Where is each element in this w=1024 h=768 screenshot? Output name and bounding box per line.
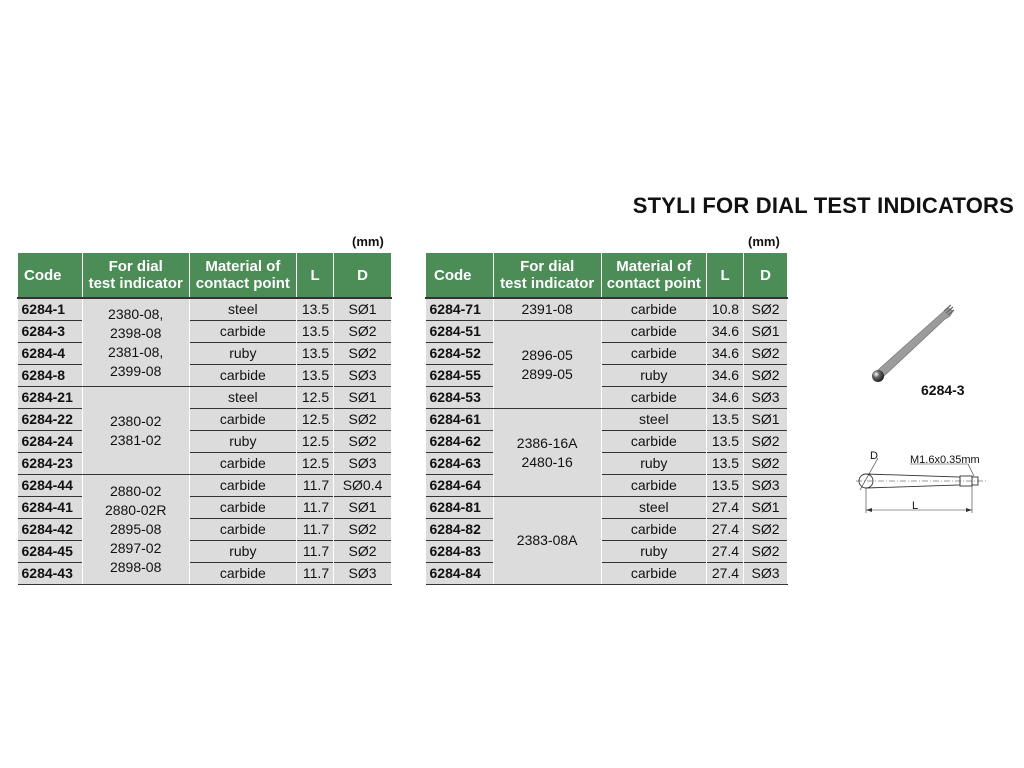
header-indicator: For dial test indicator (82, 253, 189, 299)
table-row (426, 387, 788, 409)
cell-code: 6284-23 (18, 453, 83, 475)
table-row (426, 475, 788, 497)
cell-material: ruby (189, 541, 297, 563)
cell-l: 11.7 (297, 519, 334, 541)
cell-material: ruby (189, 343, 297, 365)
cell-code: 6284-64 (426, 475, 494, 497)
table-row (426, 431, 788, 453)
cell-code: 6284-4 (18, 343, 83, 365)
cell-code: 6284-83 (426, 541, 494, 563)
cell-code: 6284-62 (426, 431, 494, 453)
cell-material: steel (189, 387, 297, 409)
cell-code: 6284-1 (18, 298, 83, 321)
cell-l: 27.4 (707, 563, 744, 585)
table-row (18, 387, 392, 409)
cell-l: 12.5 (297, 431, 334, 453)
table-row (18, 563, 392, 585)
table-row (18, 365, 392, 387)
cell-l: 11.7 (297, 563, 334, 585)
diameter-dimension-label: D (870, 450, 878, 462)
cell-code: 6284-8 (18, 365, 83, 387)
cell-material: ruby (601, 541, 707, 563)
indicator-model: 2880-02R (104, 502, 167, 518)
indicator-model: 2381-02 (109, 431, 162, 448)
cell-material: carbide (601, 563, 707, 585)
cell-material: carbide (601, 321, 707, 343)
indicator-model: 2383-08A (516, 532, 578, 548)
indicator-model: 2380-02 (109, 412, 162, 429)
cell-d: SØ2 (744, 541, 788, 563)
table-row (18, 541, 392, 563)
unit-label-right: (mm) (748, 234, 780, 249)
indicator-model: 2898-08 (109, 559, 162, 575)
cell-code: 6284-71 (426, 298, 494, 321)
table-row (18, 321, 392, 343)
cell-code: 6284-24 (18, 431, 83, 453)
cell-material: steel (189, 298, 297, 321)
cell-material: carbide (189, 497, 297, 519)
cell-l: 13.5 (707, 431, 744, 453)
table-row (426, 453, 788, 475)
table-row (426, 563, 788, 585)
cell-material: steel (601, 409, 707, 431)
cell-d: SØ1 (334, 497, 392, 519)
cell-l: 12.5 (297, 387, 334, 409)
table-row (18, 431, 392, 453)
cell-l: 10.8 (707, 298, 744, 321)
table-row (426, 343, 788, 365)
header-material: Material of contact point (189, 253, 297, 299)
length-dimension-label: L (912, 500, 919, 512)
cell-l: 13.5 (297, 298, 334, 321)
left-table-body (18, 298, 392, 585)
cell-l: 13.5 (297, 343, 334, 365)
header-d: D (334, 253, 392, 299)
cell-code: 6284-51 (426, 321, 494, 343)
cell-d: SØ1 (744, 409, 788, 431)
table-row (426, 519, 788, 541)
indicator-model: 2391-08 (521, 301, 573, 317)
cell-d: SØ2 (744, 431, 788, 453)
thread-dimension-label: M1.6x0.35mm (910, 454, 980, 466)
cell-indicator (493, 409, 601, 497)
cell-l: 13.5 (297, 365, 334, 387)
left-spec-table (17, 252, 392, 585)
cell-code: 6284-55 (426, 365, 494, 387)
cell-code: 6284-3 (18, 321, 83, 343)
header-material: Material of contact point (601, 253, 707, 299)
header-code: Code (426, 253, 494, 299)
cell-material: ruby (601, 365, 707, 387)
cell-material: steel (601, 497, 707, 519)
page-title: STYLI FOR DIAL TEST INDICATORS (632, 193, 1014, 218)
cell-d: SØ0.4 (334, 475, 392, 497)
cell-d: SØ3 (744, 475, 788, 497)
indicator-model: 2386-16A (516, 434, 578, 451)
cell-d: SØ1 (334, 387, 392, 409)
cell-indicator (82, 298, 189, 387)
cell-material: carbide (189, 453, 297, 475)
header-l: L (707, 253, 744, 299)
table-row (18, 453, 392, 475)
indicator-model: 2899-05 (521, 365, 573, 382)
cell-d: SØ2 (744, 298, 788, 321)
cell-code: 6284-61 (426, 409, 494, 431)
cell-l: 11.7 (297, 497, 334, 519)
table-row (18, 497, 392, 519)
cell-material: carbide (189, 321, 297, 343)
cell-l: 34.6 (707, 365, 744, 387)
table-header-row (18, 253, 392, 299)
cell-indicator (493, 321, 601, 409)
cell-indicator (82, 387, 189, 475)
indicator-model: 2399-08 (109, 362, 162, 379)
cell-l: 12.5 (297, 409, 334, 431)
table-header-row (426, 253, 788, 299)
table-row (426, 409, 788, 431)
cell-material: carbide (189, 563, 297, 585)
indicator-model: 2480-16 (521, 453, 573, 470)
header-d: D (744, 253, 788, 299)
cell-d: SØ2 (334, 409, 392, 431)
cell-material: carbide (601, 387, 707, 409)
table-row (18, 343, 392, 365)
cell-material: carbide (601, 475, 707, 497)
cell-material: carbide (189, 409, 297, 431)
cell-d: SØ2 (744, 453, 788, 475)
table-row (18, 519, 392, 541)
table-row (426, 497, 788, 519)
cell-l: 13.5 (707, 453, 744, 475)
cell-d: SØ2 (334, 541, 392, 563)
cell-l: 13.5 (707, 475, 744, 497)
cell-code: 6284-21 (18, 387, 83, 409)
cell-d: SØ1 (744, 321, 788, 343)
cell-material: carbide (601, 343, 707, 365)
stylus-product-label: 6284-3 (921, 382, 965, 398)
cell-code: 6284-63 (426, 453, 494, 475)
table-row (18, 298, 392, 321)
cell-l: 27.4 (707, 541, 744, 563)
stylus-illustration (860, 296, 960, 386)
cell-l: 12.5 (297, 453, 334, 475)
cell-d: SØ2 (334, 343, 392, 365)
cell-d: SØ2 (334, 519, 392, 541)
cell-l: 13.5 (707, 409, 744, 431)
cell-indicator (82, 475, 189, 585)
cell-code: 6284-45 (18, 541, 83, 563)
table-row (426, 365, 788, 387)
cell-material: carbide (189, 475, 297, 497)
cell-d: SØ3 (334, 563, 392, 585)
cell-d: SØ2 (744, 519, 788, 541)
header-l: L (297, 253, 334, 299)
cell-code: 6284-42 (18, 519, 83, 541)
cell-code: 6284-82 (426, 519, 494, 541)
cell-material: ruby (601, 453, 707, 475)
table-row (18, 409, 392, 431)
cell-l: 34.6 (707, 321, 744, 343)
cell-d: SØ2 (744, 365, 788, 387)
cell-material: carbide (189, 365, 297, 387)
cell-code: 6284-84 (426, 563, 494, 585)
cell-code: 6284-44 (18, 475, 83, 497)
indicator-model: 2381-08, (108, 343, 164, 360)
table-row (426, 541, 788, 563)
cell-l: 11.7 (297, 475, 334, 497)
cell-l: 27.4 (707, 497, 744, 519)
right-spec-table (425, 252, 788, 585)
cell-material: ruby (189, 431, 297, 453)
cell-d: SØ1 (334, 298, 392, 321)
cell-l: 27.4 (707, 519, 744, 541)
header-code: Code (18, 253, 83, 299)
cell-indicator (493, 497, 601, 585)
cell-l: 34.6 (707, 343, 744, 365)
cell-d: SØ2 (334, 431, 392, 453)
indicator-model: 2895-08 (109, 521, 162, 537)
cell-d: SØ1 (744, 497, 788, 519)
cell-d: SØ3 (744, 387, 788, 409)
indicator-model: 2398-08 (109, 324, 162, 341)
right-table-body (426, 298, 788, 585)
cell-material: carbide (601, 431, 707, 453)
cell-material: carbide (189, 519, 297, 541)
cell-d: SØ2 (334, 321, 392, 343)
indicator-model: 2380-08, (108, 305, 164, 322)
table-row (426, 298, 788, 321)
cell-d: SØ3 (744, 563, 788, 585)
cell-code: 6284-81 (426, 497, 494, 519)
cell-l: 11.7 (297, 541, 334, 563)
cell-code: 6284-52 (426, 343, 494, 365)
cell-code: 6284-22 (18, 409, 83, 431)
cell-material: carbide (601, 519, 707, 541)
cell-l: 34.6 (707, 387, 744, 409)
cell-d: SØ2 (744, 343, 788, 365)
cell-indicator (493, 298, 601, 321)
table-row (18, 475, 392, 497)
header-indicator: For dial test indicator (493, 253, 601, 299)
indicator-model: 2880-02 (109, 483, 162, 499)
cell-l: 13.5 (297, 321, 334, 343)
cell-d: SØ3 (334, 365, 392, 387)
cell-code: 6284-43 (18, 563, 83, 585)
indicator-model: 2896-05 (521, 346, 573, 363)
table-row (426, 321, 788, 343)
cell-d: SØ3 (334, 453, 392, 475)
unit-label-left: (mm) (352, 234, 384, 249)
indicator-model: 2897-02 (109, 540, 162, 556)
cell-code: 6284-53 (426, 387, 494, 409)
cell-material: carbide (601, 298, 707, 321)
cell-code: 6284-41 (18, 497, 83, 519)
